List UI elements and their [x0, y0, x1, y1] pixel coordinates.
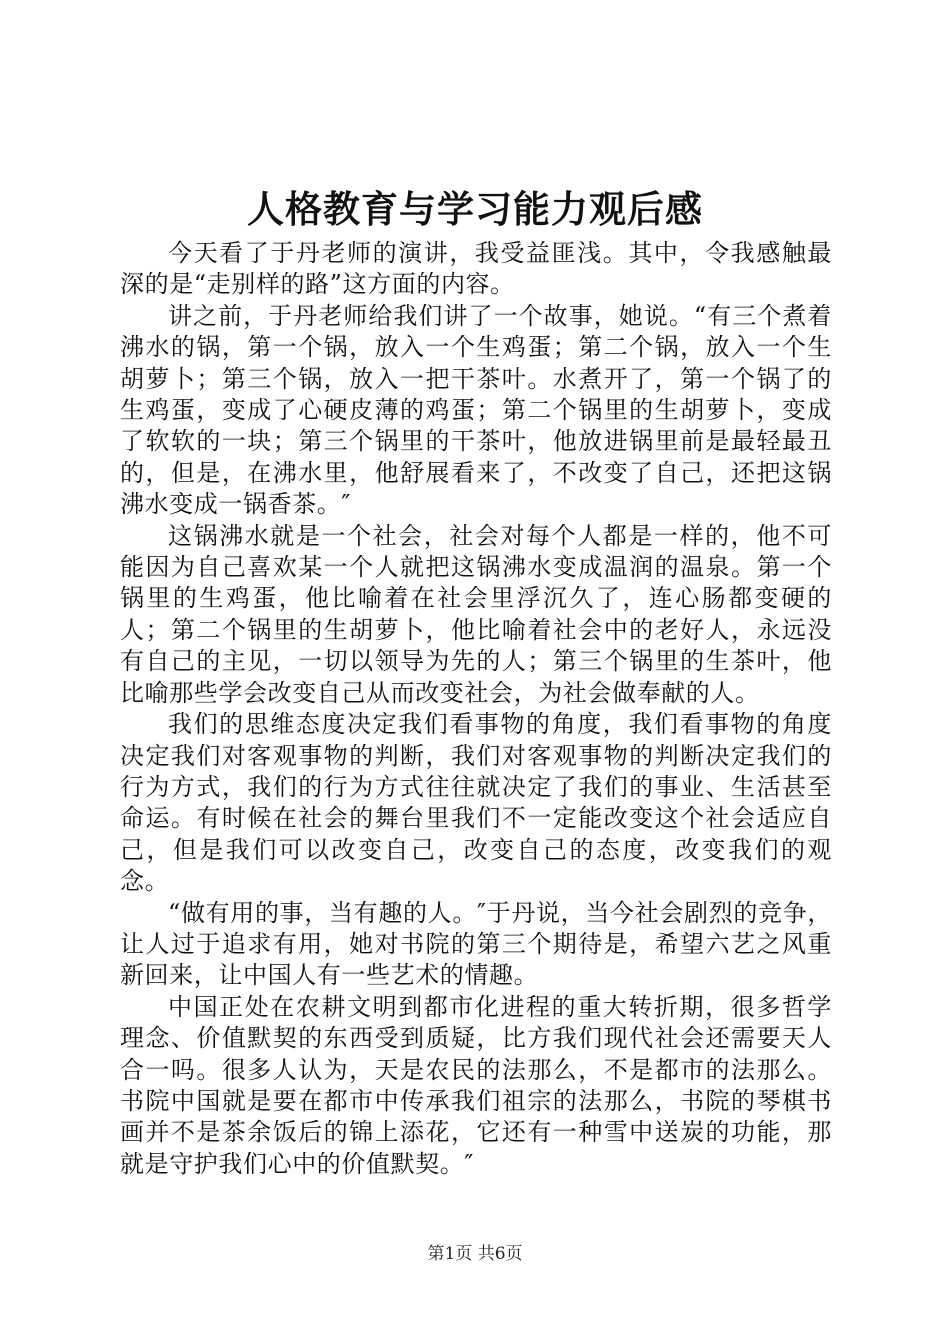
paragraph-2: 讲之前，于丹老师给我们讲了一个故事，她说。“有三个煮着沸水的锅，第一个锅，放入一个生鸡蛋；第二个锅，放入一个生胡萝卜；第三个锅，放入一把干茶叶。水煮开了，第一个锅了的生鸡蛋，变成了心硬皮薄的鸡蛋；第二个锅里的生胡萝卜，变成了软软的一块；第三个锅里的干茶叶，他放进锅里前是最轻最丑的，但是，在沸水里，他舒展看来了，不改变了自己，还把这锅沸水变成一锅香茶。″ [120, 301, 832, 519]
paragraph-1: 今天看了于丹老师的演讲，我受益匪浅。其中，令我感触最深的是“走别样的路”这方面的内容。 [120, 239, 832, 299]
paragraph-5: “做有用的事，当有趣的人。″于丹说，当今社会剧烈的竞争，让人过于追求有用，她对书院的第三个期待是，希望六艺之风重新回来，让中国人有一些艺术的情趣。 [120, 898, 832, 990]
document-title: 人格教育与学习能力观后感 [247, 187, 703, 231]
paragraph-4: 我们的思维态度决定我们看事物的角度，我们看事物的角度决定我们对客观事物的判断，我们对客观事物的判断决定我们的行为方式，我们的行为方式往往就决定了我们的事业、生活甚至命运。有时候在社会的舞台里我们不一定能改变这个社会适应自己，但是我们可以改变自己，改变自己的态度，改变我们的观念。 [120, 710, 832, 896]
paragraph-3: 这锅沸水就是一个社会，社会对每个人都是一样的，他不可能因为自己喜欢某一个人就把这锅沸水变成温润的温泉。第一个锅里的生鸡蛋，他比喻着在社会里浮沉久了，连心肠都变硬的人；第二个锅里的生胡萝卜，他比喻着社会中的老好人，永远没有自己的主见，一切以领导为先的人；第三个锅里的生茶叶，他比喻那些学会改变自己从而改变社会，为社会做奉献的人。 [120, 521, 832, 707]
paragraph-6: 中国正处在农耕文明到都市化进程的重大转折期，很多哲学理念、价值默契的东西受到质疑，比方我们现代社会还需要天人合一吗。很多人认为，天是农民的法那么，不是都市的法那么。书院中国就是要在都市中传承我们祖宗的法那么，书院的琴棋书画并不是茶余饭后的锦上添花，它还有一种雪中送炭的功能，那就是守护我们心中的价值默契。″ [120, 992, 832, 1178]
document-body [120, 238, 832, 1180]
page-number-footer: 第1页 共6页 [427, 1244, 523, 1264]
